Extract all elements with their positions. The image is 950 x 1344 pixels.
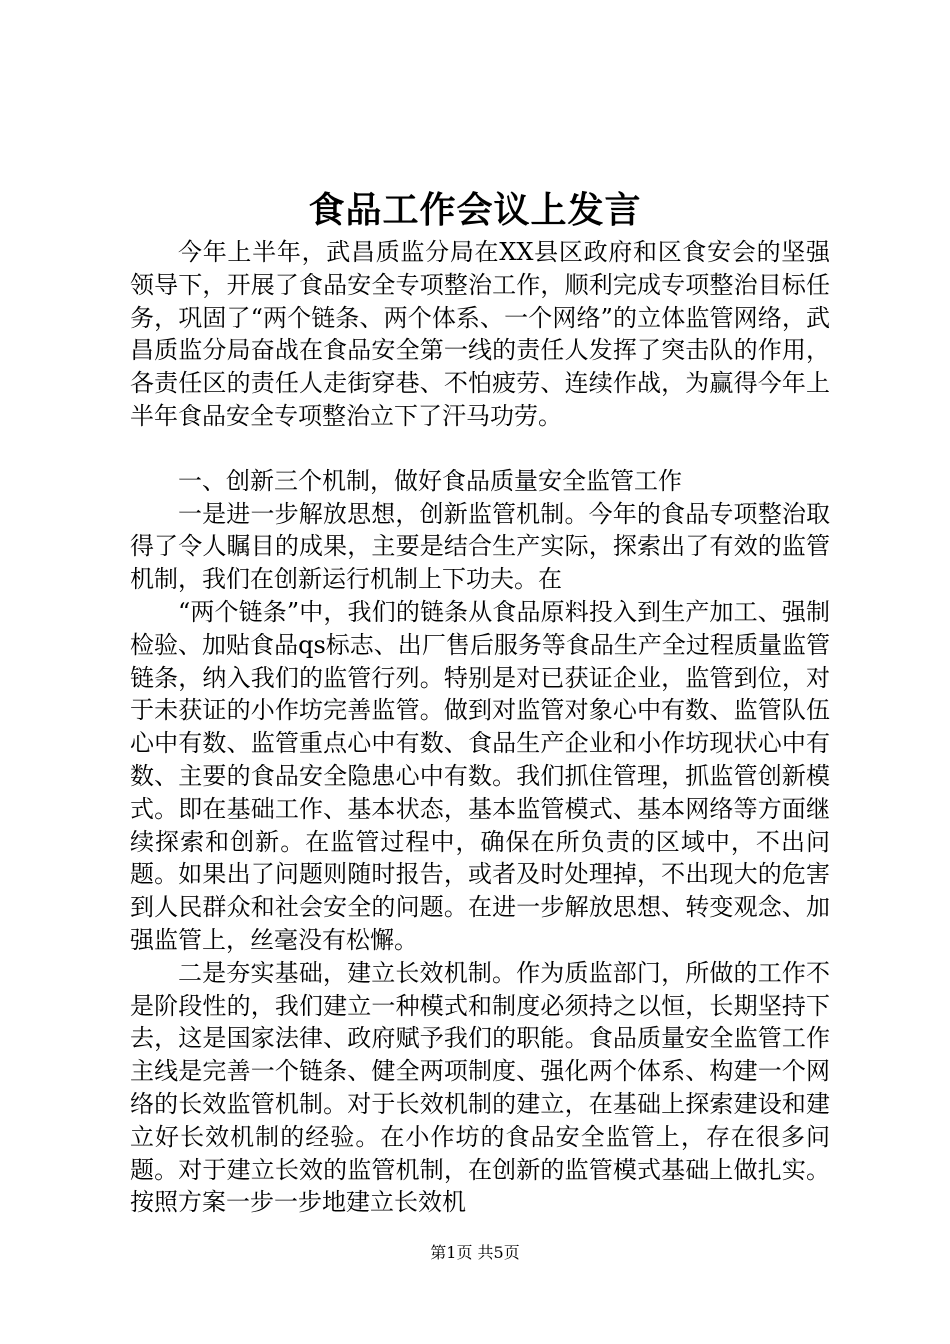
section-heading: 一、创新三个机制，做好食品质量安全监管工作 bbox=[178, 466, 682, 495]
body-paragraph: “两个链条”中，我们的链条从食品原料投入到生产加工、强制检验、加贴食品qs标志、出厂售后服务等食品生产全过程质量监管链条，纳入我们的监管行列。特别是对已获证企业，监管到位，对于未获证的小作坊完善监管。做到对监管对象心中有数、监管队伍心中有数、监管重点心中有数、食品生产企业和小作坊现状心中有数、主要的食品安全隐患心中有数。我们抓住管理，抓监管创新模式。即在基础工作、基本状态，基本监管模式、基本网络等方面继续探索和创新。在监管过程中，确保在所负责的区域中，不出问题。如果出了问题则随时报告，或者及时处理掉，不出现大的危害到人民群众和社会安全的问题。在进一步解放思想、转变观念、加强监管上，丝毫没有松懈。 bbox=[130, 597, 830, 954]
body-paragraph: 二是夯实基础，建立长效机制。作为质监部门，所做的工作不是阶段性的，我们建立一种模式和制度必须持之以恒，长期坚持下去，这是国家法律、政府赋予我们的职能。食品质量安全监管工作主线是完善一个链条、健全两项制度、强化两个体系、构建一个网络的长效监管机制。对于长效机制的建立，在基础上探索建设和建立好长效机制的经验。在小作坊的食品安全监管上，存在很多问题。对于建立长效的监管机制，在创新的监管模式基础上做扎实。按照方案一步一步地建立长效机 bbox=[130, 958, 830, 1217]
intro-paragraph: 今年上半年，武昌质监分局在XX县区政府和区食安会的坚强领导下，开展了食品安全专项整治工作，顺利完成专项整治目标任务，巩固了“两个链条、两个体系、一个网络”的立体监管网络，武昌质监分局奋战在食品安全第一线的责任人发挥了突击队的作用，各责任区的责任人走街穿巷、不怕疲劳、连续作战，为赢得今年上半年食品安全专项整治立下了汗马功劳。 bbox=[130, 238, 830, 430]
document-body bbox=[130, 236, 830, 1219]
document-title: 食品工作会议上发言 bbox=[308, 189, 642, 231]
body-paragraph: 一是进一步解放思想，创新监管机制。今年的食品专项整治取得了令人瞩目的成果，主要是结合生产实际，探索出了有效的监管机制，我们在创新运行机制上下功夫。在 bbox=[130, 499, 830, 594]
page-number: 第1页 共5页 bbox=[430, 1243, 520, 1262]
